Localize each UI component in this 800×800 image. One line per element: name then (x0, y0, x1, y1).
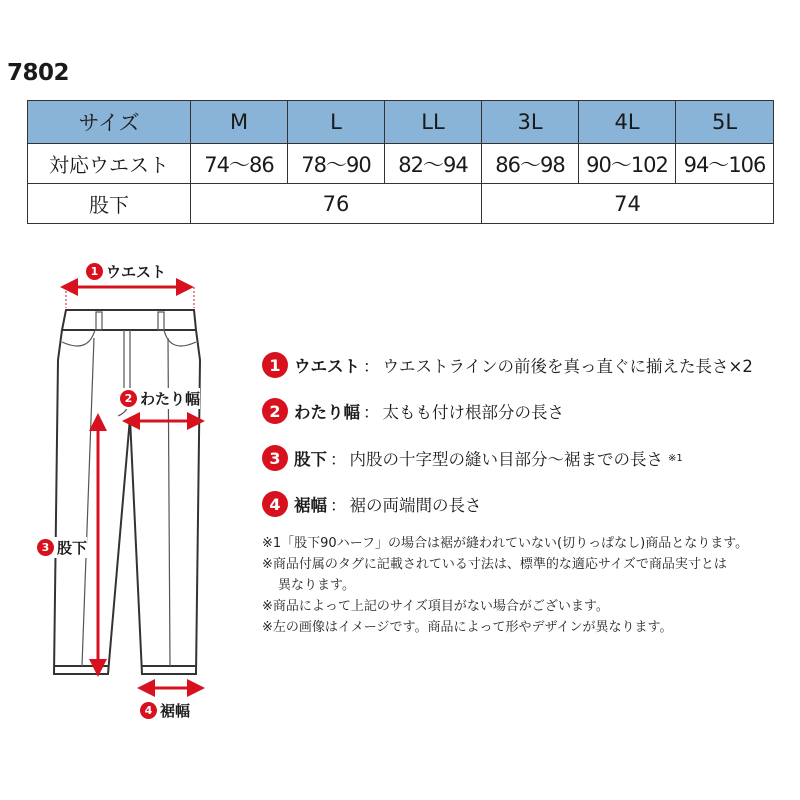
inseam-cell: 74 (482, 184, 774, 224)
legend-description: 内股の十字型の縫い目部分〜裾までの長さ (349, 450, 663, 469)
pants-illustration (0, 250, 260, 730)
legend-reference: ※1 (668, 452, 683, 464)
number-badge: 1 (86, 263, 103, 280)
size-table (27, 100, 774, 224)
notes (262, 533, 792, 638)
number-badge: 3 (262, 445, 288, 471)
number-badge: 2 (262, 398, 288, 424)
diagram-label-thigh (120, 388, 200, 409)
waist-cell: 78〜90 (288, 144, 385, 184)
legend-item-hem (262, 491, 482, 517)
size-header-4l: 4L (579, 101, 676, 144)
waist-row (28, 144, 774, 184)
diagram-label-text: 股下 (57, 539, 88, 557)
number-badge: 1 (262, 352, 288, 378)
number-badge: 4 (140, 702, 157, 719)
number-badge: 3 (37, 539, 54, 556)
diagram-label-hem (140, 700, 190, 721)
inseam-label: 股下 (28, 184, 191, 224)
waist-cell: 74〜86 (191, 144, 288, 184)
legend-separator: ： (330, 450, 347, 469)
legend-description: ウエストラインの前後を真っ直ぐに揃えた長さ×2 (382, 357, 753, 376)
diagram-label-inseam (37, 537, 87, 558)
number-badge: 2 (120, 390, 137, 407)
diagram-label-waist (86, 261, 166, 282)
waist-cell: 86〜98 (482, 144, 579, 184)
size-header-row (28, 101, 774, 144)
legend-item-inseam (262, 445, 683, 471)
size-header-3l: 3L (482, 101, 579, 144)
product-code: 7802 (7, 60, 70, 86)
note-line: ※1「股下90ハーフ」の場合は裾が縫われていない(切りっぱなし)商品となります。 (262, 536, 749, 551)
pants-diagram (0, 250, 260, 730)
legend-term: ウエスト (294, 357, 360, 376)
legend-term: 裾幅 (294, 496, 327, 515)
inseam-row (28, 184, 774, 224)
legend-separator: ： (363, 357, 380, 376)
size-header-label: サイズ (28, 101, 191, 144)
note-line: ※左の画像はイメージです。商品によって形やデザインが異なります。 (262, 620, 673, 635)
legend-separator: ： (363, 403, 380, 422)
note-line: ※商品によって上記のサイズ項目がない場合がございます。 (262, 599, 609, 614)
diagram-label-text: わたり幅 (140, 390, 201, 408)
waist-cell: 82〜94 (385, 144, 482, 184)
diagram-label-text: 裾幅 (160, 702, 191, 720)
size-header-l: L (288, 101, 385, 144)
note-line: ※商品付属のタグに記載されている寸法は、標準的な適応サイズで商品実寸とは (262, 557, 727, 572)
inseam-cell: 76 (191, 184, 482, 224)
note-line: 異なります。 (278, 578, 355, 593)
waist-cell: 94〜106 (676, 144, 774, 184)
diagram-label-text: ウエスト (106, 263, 167, 281)
legend-term: わたり幅 (294, 403, 360, 422)
legend-term: 股下 (294, 450, 327, 469)
legend-item-thigh (262, 398, 564, 424)
waist-cell: 90〜102 (579, 144, 676, 184)
size-header-m: M (191, 101, 288, 144)
legend-description: 裾の両端間の長さ (349, 496, 482, 515)
waist-label: 対応ウエスト (28, 144, 191, 184)
size-header-5l: 5L (676, 101, 774, 144)
size-header-ll: LL (385, 101, 482, 144)
legend-description: 太もも付け根部分の長さ (382, 403, 564, 422)
legend-separator: ： (330, 496, 347, 515)
legend-item-waist (262, 352, 753, 378)
number-badge: 4 (262, 491, 288, 517)
